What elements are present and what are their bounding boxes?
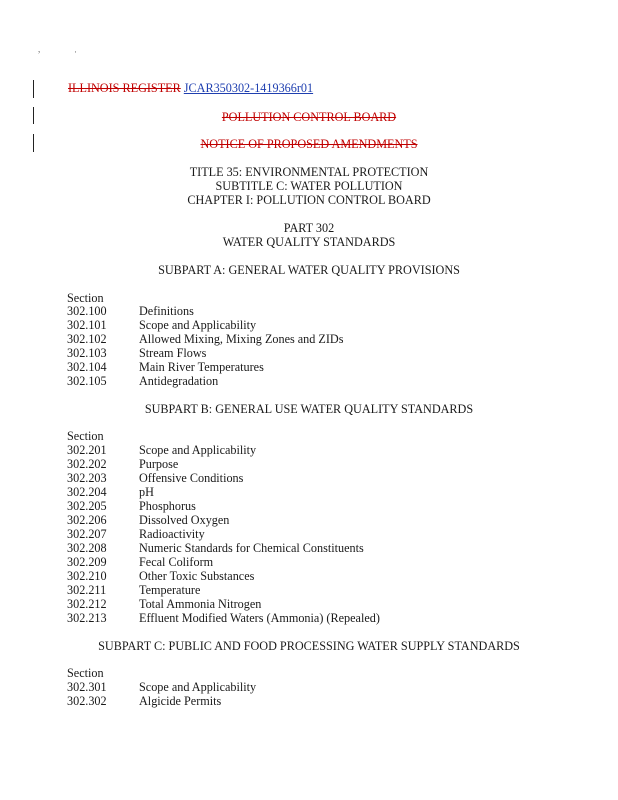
section-title: Other Toxic Substances (139, 569, 255, 583)
section-title: Purpose (139, 457, 179, 471)
table-row (67, 374, 218, 389)
section-number: 302.301 (67, 680, 107, 694)
section-number: 302.208 (67, 541, 107, 555)
table-row (67, 555, 213, 570)
table-row (67, 360, 264, 375)
section-label: Section (67, 666, 104, 680)
section-title: Total Ammonia Nitrogen (139, 597, 262, 611)
part-name: WATER QUALITY STANDARDS (222, 235, 396, 249)
section-title: Algicide Permits (139, 694, 222, 708)
part-number: PART 302 (283, 221, 335, 235)
section-label: Section (67, 429, 104, 443)
subpart-a-heading: SUBPART A: GENERAL WATER QUALITY PROVISIONS (158, 263, 460, 277)
table-row (67, 513, 229, 528)
section-title: Fecal Coliform (139, 555, 214, 569)
section-number: 302.103 (67, 346, 107, 360)
title-heading: TITLE 35: ENVIRONMENTAL PROTECTION (189, 165, 429, 179)
section-number: 302.204 (67, 485, 107, 499)
table-row (67, 611, 380, 626)
section-number: 302.105 (67, 374, 107, 388)
section-title: Offensive Conditions (139, 471, 244, 485)
table-row (67, 527, 205, 542)
table-row (67, 443, 256, 458)
section-number: 302.212 (67, 597, 107, 611)
inserted-jcar-code: JCAR350302-1419366r01 (183, 81, 314, 95)
table-row (67, 694, 221, 709)
struck-agency: POLLUTION CONTROL BOARD (221, 110, 397, 124)
subpart-c-heading: SUBPART C: PUBLIC AND FOOD PROCESSING WATER SUPPLY STANDARDS (98, 639, 520, 653)
section-label: Section (67, 291, 104, 305)
section-title: Numeric Standards for Chemical Constituents (139, 541, 364, 555)
section-number: 302.201 (67, 443, 107, 457)
table-row (67, 499, 196, 514)
section-title: Scope and Applicability (139, 318, 257, 332)
table-row (67, 485, 154, 500)
section-title: Allowed Mixing, Mixing Zones and ZIDs (139, 332, 344, 346)
section-number: 302.101 (67, 318, 107, 332)
change-bar (33, 80, 34, 98)
table-row (67, 569, 254, 584)
table-row (67, 471, 243, 486)
table-row (67, 541, 364, 556)
section-title: Temperature (139, 583, 201, 597)
table-row (67, 318, 256, 333)
section-title: Main River Temperatures (139, 360, 264, 374)
section-number: 302.202 (67, 457, 107, 471)
struck-notice: NOTICE OF PROPOSED AMENDMENTS (200, 137, 418, 151)
section-title: Radioactivity (139, 527, 205, 541)
section-title: Stream Flows (139, 346, 207, 360)
section-title: pH (139, 485, 154, 499)
section-title: Phosphorus (139, 499, 196, 513)
scan-speck: · (74, 47, 77, 57)
register-header (68, 81, 313, 96)
chapter-heading: CHAPTER I: POLLUTION CONTROL BOARD (187, 193, 431, 207)
table-row (67, 304, 194, 319)
section-number: 302.205 (67, 499, 107, 513)
section-number: 302.209 (67, 555, 107, 569)
section-number: 302.100 (67, 304, 107, 318)
section-number: 302.206 (67, 513, 107, 527)
subtitle-heading: SUBTITLE C: WATER POLLUTION (215, 179, 403, 193)
section-number: 302.211 (67, 583, 107, 597)
section-number: 302.102 (67, 332, 107, 346)
table-row (67, 332, 343, 347)
section-number: 302.207 (67, 527, 107, 541)
section-number: 302.210 (67, 569, 107, 583)
section-title: Effluent Modified Waters (Ammonia) (Repealed) (139, 611, 380, 625)
table-row (67, 680, 256, 695)
section-title: Definitions (139, 304, 194, 318)
section-number: 302.104 (67, 360, 107, 374)
section-title: Scope and Applicability (139, 680, 257, 694)
table-row (67, 583, 200, 598)
struck-register-title: ILLINOIS REGISTER (68, 81, 181, 95)
section-number: 302.203 (67, 471, 107, 485)
table-row (67, 597, 261, 612)
section-title: Dissolved Oxygen (139, 513, 230, 527)
section-number: 302.302 (67, 694, 107, 708)
table-row (67, 457, 178, 472)
scan-speck: , (38, 44, 41, 54)
section-title: Antidegradation (139, 374, 219, 388)
subpart-b-heading: SUBPART B: GENERAL USE WATER QUALITY STANDARDS (144, 402, 474, 416)
section-title: Scope and Applicability (139, 443, 257, 457)
table-row (67, 346, 206, 361)
section-number: 302.213 (67, 611, 107, 625)
